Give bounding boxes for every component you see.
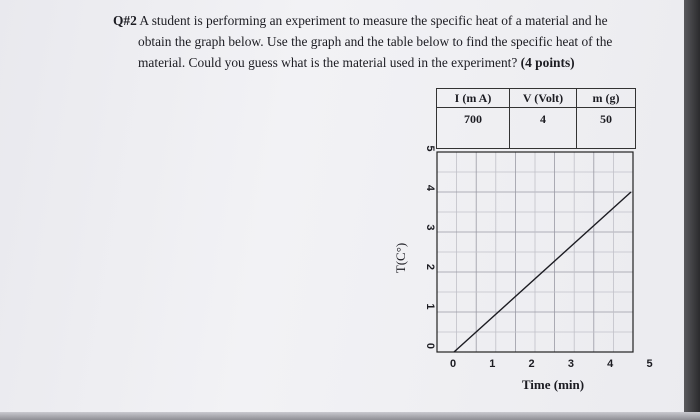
question-points: (4 points) xyxy=(520,55,575,70)
value-voltage: 4 xyxy=(510,108,577,149)
question-line-3: material. Could you guess what is the material used in the experiment? (4 points) xyxy=(138,55,575,70)
value-current: 700 xyxy=(437,108,510,149)
header-mass: m (g) xyxy=(577,89,636,108)
x-tick-label: 0 xyxy=(449,358,457,370)
question-line-1: Q#2 A student is performing an experiment to measure the specific heat of a material and he xyxy=(113,13,608,28)
y-tick-label: 4 xyxy=(424,184,436,191)
x-tick-labels xyxy=(450,358,653,370)
y-tick-labels xyxy=(424,145,436,349)
header-current: I (m A) xyxy=(437,89,510,108)
question-line-2: obtain the graph below. Use the graph and the table below to find the specific heat of the xyxy=(138,34,613,49)
x-tick-label: 4 xyxy=(607,358,614,370)
x-tick-label: 2 xyxy=(528,358,535,370)
value-mass: 50 xyxy=(577,108,636,149)
x-tick-label: 1 xyxy=(489,358,496,370)
question-number: Q#2 xyxy=(113,13,137,28)
x-axis-label: Time (min) xyxy=(521,377,585,392)
y-axis-label: T(C°) xyxy=(393,242,408,274)
y-tick-label: 5 xyxy=(424,145,436,152)
chart-grid xyxy=(437,152,633,352)
x-tick-label: 3 xyxy=(567,358,574,370)
header-voltage: V (Volt) xyxy=(510,89,577,108)
x-tick-label: 5 xyxy=(646,358,653,370)
y-tick-label: 2 xyxy=(424,263,436,270)
y-tick-label: 0 xyxy=(424,342,436,349)
y-tick-label: 1 xyxy=(424,303,436,310)
y-tick-label: 3 xyxy=(424,224,436,231)
